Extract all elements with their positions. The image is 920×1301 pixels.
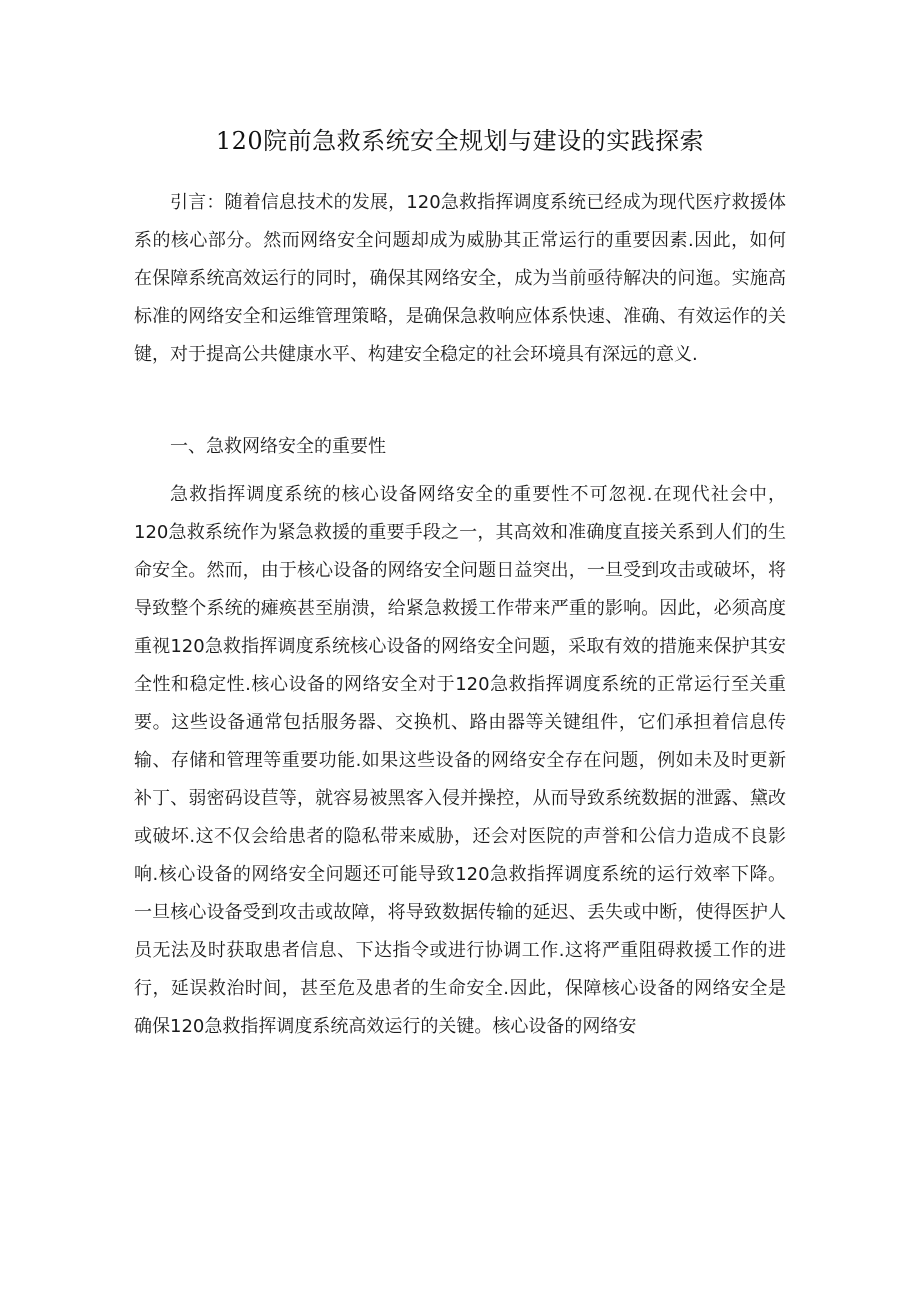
intro-paragraph-block	[134, 184, 786, 374]
section-paragraph: 急救指挥调度系统的核心设备网络安全的重要性不可忽视.在现代社会中，120急救系统作为紧急救援的重要手段之一，其高效和准确度直接关系到人们的生命安全。然而，由于核心设备的网络安全问题日益突出，一旦受到攻击或破坏，将导致整个系统的瘫痪甚至崩溃，给紧急救援工作带来严重的影响。因此，必须高度重视120急救指挥调度系统核心设备的网络安全问题，采取有效的措施来保护其安全性和稳定性.核心设备的网络安全对于120急救指挥调度系统的正常运行至关重要。这些设备通常包括服务器、交换机、路由器等关键组件，它们承担着信息传输、存储和管理等重要功能.如果这些设备的网络安全存在问题，例如未及时更新补丁、弱密码设苣等，就容易被黑客入侵并操控，从而导致系统数据的泄露、黛改或破坏.这不仅会给患者的隐私带来威胁，还会对医院的声誉和公信力造成不良影响.核心设备的网络安全问题还可能导致120急救指挥调度系统的运行效率下降。一旦核心设备受到攻击或故障，将导致数据传输的延迟、丢失或中断，使得医护人员无法及时获取患者信息、下达指令或进行协调工作.这将严重阻碍救援工作的进行，延误救治时间，甚至危及患者的生命安全.因此，保障核心设备的网络安全是确保120急救指挥调度系统高效运行的关键。核心设备的网络安	[134, 484, 786, 1037]
document-title: 120院前急救系统安全规划与建设的实践探索	[215, 127, 705, 155]
section-paragraph-block	[134, 476, 786, 1046]
section-heading: 一、急救网络安全的重要性	[170, 436, 386, 457]
intro-paragraph: 引言：随着信息技术的发展，120急救指挥调度系统已经成为现代医疗救援体系的核心部分。然而网络安全问题却成为威胁其正常运行的重要因素.因此，如何在保障系统高效运行的同时，确保其网络安全，成为当前亟待解决的问迤。实施高标准的网络安全和运维管理策略，是确保急救响应体系快速、准确、有效运作的关键，对于提高公共健康水平、构建安全稳定的社会环境具有深远的意义.	[134, 192, 786, 365]
section-heading-block	[134, 428, 786, 466]
